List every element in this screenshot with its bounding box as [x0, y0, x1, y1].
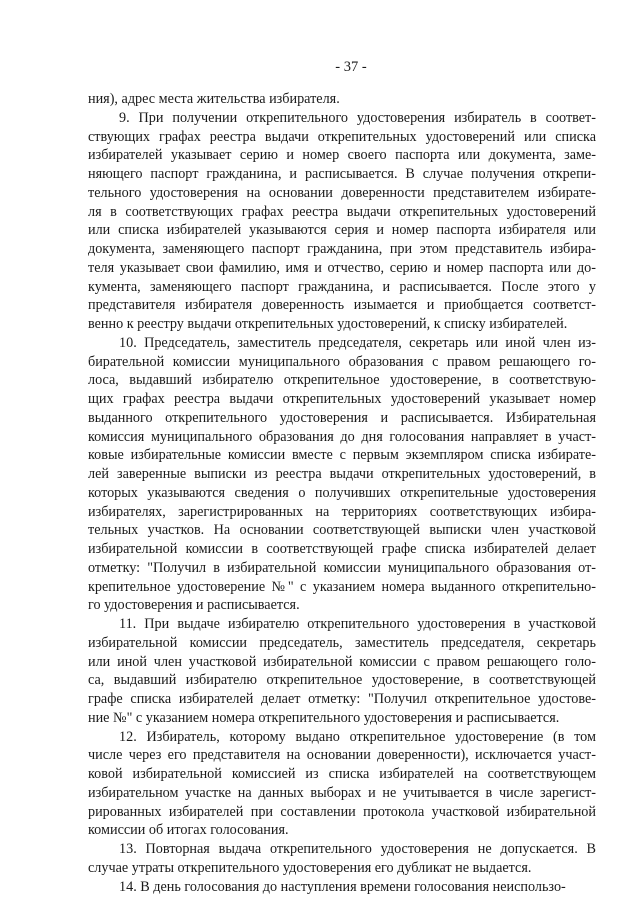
text-line: числе через его представителя на основании доверенности), исключается участ-	[88, 747, 596, 764]
text-line: 11. При выдаче избирателю открепительного удостоверения в участковой	[119, 616, 596, 632]
text-line: го удостоверения и расписывается.	[88, 597, 300, 614]
text-line: ния), адрес места жительства избирателя.	[88, 91, 340, 107]
text-line: избирателей указывает серию и номер своего паспорта или документа, заме-	[88, 147, 596, 164]
text-line: ля в соответствующих графах реестра выдачи открепительных удостоверений	[88, 203, 596, 220]
text-line: тельного удостоверения на основании доверенности представителем избирате-	[88, 184, 596, 201]
text-line: са, выдавший избирателю открепительное удостоверение, в соответствующей	[88, 672, 596, 689]
paragraph	[88, 615, 596, 728]
text-line: лей заверенные выписки из реестра выдачи открепительных удостоверений, в	[88, 466, 596, 482]
text-line: или списка избирателей указываются серия и номер паспорта избирателя или	[88, 222, 596, 239]
text-line: бирательной комиссии муниципального образования с правом решающего го-	[88, 353, 596, 370]
text-line: кумента, заменяющего паспорт гражданина, и расписывается. После этого у	[88, 278, 596, 295]
text-line: которых указываются сведения о получивших открепительные удостоверения	[88, 484, 596, 501]
text-line: комиссия муниципального образования до дня голосования направляет в участ-	[88, 428, 596, 445]
text-line: ствующих графах реестра выдачи открепительных удостоверений или списка	[88, 128, 596, 145]
text-line: случае утраты открепительного удостоверения его дубликат не выдается.	[88, 859, 532, 876]
text-line: няющего паспорт гражданина, и расписывается. В случае получения открепи-	[88, 166, 596, 182]
text-line: 14. В день голосования до наступления времени голосования неиспользо-	[119, 878, 566, 895]
paragraph	[88, 90, 596, 109]
page-number: - 37 -	[335, 59, 367, 75]
text-line: рированных избирателей при составлении протокола участковой избирательной	[88, 803, 596, 820]
text-line: 13. Повторная выдача открепительного удостоверения не допускается. В	[119, 841, 596, 857]
text-line: крепительное удостоверение №" с указанием номера выданного открепительно-	[88, 578, 596, 595]
text-line: избирателях, зарегистрированных на территориях соответствующих избира-	[88, 503, 596, 520]
document-page	[88, 58, 596, 896]
document-body	[88, 90, 596, 896]
paragraph	[88, 334, 596, 615]
text-line: 10. Председатель, заместитель председателя, секретарь или иной член из-	[119, 334, 596, 351]
text-line: 12. Избиратель, которому выдано открепительное удостоверение (в том	[119, 728, 596, 745]
text-line: комиссии об итогах голосования.	[88, 822, 289, 839]
paragraph	[88, 840, 596, 878]
text-line: 9. При получении открепительного удостоверения избиратель в соответ-	[119, 109, 596, 126]
text-line: теля указывает свои фамилию, имя и отчество, серию и номер паспорта или до-	[88, 259, 596, 276]
text-line: выданного открепительного удостоверения и расписывается. Избирательная	[88, 409, 596, 426]
text-line: ковые избирательные комиссии вместе с первым экземпляром списка избирате-	[88, 447, 596, 464]
text-line: или иной член участковой избирательной комиссии с правом решающего голо-	[88, 653, 596, 670]
text-line: представителя избирателя доверенность изымается и приобщается соответст-	[88, 297, 596, 314]
text-line: документа, заменяющего паспорт гражданина, при этом представитель избира-	[88, 241, 596, 257]
text-line: лоса, выдавший избирателю открепительное удостоверение, в соответствую-	[88, 372, 596, 389]
text-line: тельных участков. На основании соответствующей выписки член участковой	[88, 522, 596, 539]
text-line: избирательном участке на данных выборах и не учитывается в числе зарегист-	[88, 784, 596, 801]
text-line: щих графах реестра выдачи открепительных удостоверений указывает номер	[88, 391, 596, 407]
paragraph	[88, 728, 596, 841]
paragraph	[88, 878, 596, 897]
text-line: венно к реестру выдачи открепительных удостоверений, к списку избирателей.	[88, 316, 568, 332]
paragraph	[88, 109, 596, 334]
text-line: избирательной комиссии председатель, заместитель председателя, секретарь	[88, 634, 596, 651]
text-line: отметку: "Получил в избирательной комиссии муниципального образования от-	[88, 559, 596, 576]
text-line: ние №" с указанием номера открепительного удостоверения и расписывается.	[88, 709, 560, 726]
text-line: избирательной комиссии в соответствующей графе списка избирателей делает	[88, 541, 596, 557]
text-line: графе списка избирателей делает отметку: "Получил открепительное удостове-	[88, 691, 596, 707]
text-line: ковой избирательной комиссией из списка избирателей на соответствующем	[88, 766, 596, 782]
